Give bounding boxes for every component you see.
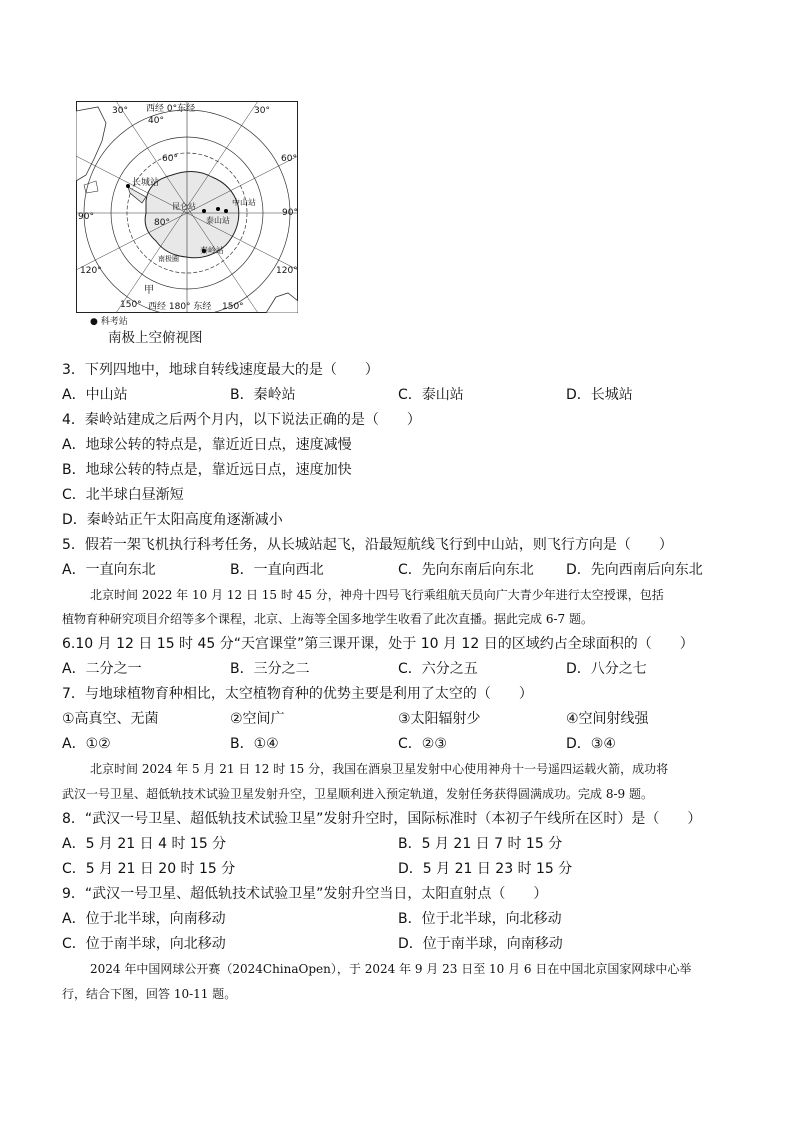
q5-option-b: B．一直向西北 bbox=[230, 562, 324, 578]
map-caption: 南极上空俯视图 bbox=[108, 330, 203, 346]
label-30-tl: 30° bbox=[112, 106, 128, 116]
q8-option-b: B．5 月 21 日 7 时 15 分 bbox=[398, 836, 563, 852]
label-bottom: 西经 180° 东经 bbox=[148, 302, 212, 312]
q7-option-b: B．①④ bbox=[230, 736, 279, 752]
q9-option-a: A．位于北半球，向南移动 bbox=[62, 911, 226, 927]
label-150-l: 150° bbox=[120, 300, 142, 310]
q6-option-d: D．八分之七 bbox=[566, 661, 647, 677]
label-changcheng: 长城站 bbox=[132, 178, 160, 188]
label-jia: 甲 bbox=[144, 285, 154, 296]
q9-stem: 9．“武汉一号卫星、超低轨技术试验卫星”发射升空当日，太阳直射点（ ） bbox=[62, 886, 548, 902]
label-90-r: 90° bbox=[282, 208, 298, 218]
q3-stem: 3．下列四地中，地球自转线速度最大的是（ ） bbox=[62, 362, 379, 378]
q8-option-a: A．5 月 21 日 4 时 15 分 bbox=[62, 836, 227, 852]
map-legend: ● 科考站 bbox=[90, 317, 128, 327]
q4-option-b: B．地球公转的特点是，靠近远日点，速度加快 bbox=[62, 462, 352, 478]
q4-stem: 4．秦岭站建成之后两个月内，以下说法正确的是（ ） bbox=[62, 412, 421, 428]
q7-item-4: ④空间射线强 bbox=[566, 711, 649, 727]
passage2-line2: 武汉一号卫星、超低轨技术试验卫星发射升空，卫星顺利进入预定轨道，发射任务获得圆满成功。完成 8-9 题。 bbox=[62, 787, 653, 801]
label-west-east-0: 西经 0°东经 bbox=[146, 104, 196, 114]
q6-option-a: A．二分之一 bbox=[62, 661, 142, 677]
label-150-r: 150° bbox=[222, 302, 244, 312]
q7-option-c: C．②③ bbox=[398, 736, 447, 752]
label-kunlun: 昆仑站 bbox=[172, 202, 196, 211]
q3-option-b: B．秦岭站 bbox=[230, 387, 296, 403]
q7-option-a: A．①② bbox=[62, 736, 111, 752]
label-120-l: 120° bbox=[80, 266, 102, 276]
passage3-line1: 2024 年中国网球公开赛（2024ChinaOpen），于 2024 年 9 月 23 日至 10 月 6 日在中国北京国家网球中心举 bbox=[90, 962, 692, 976]
q7-stem: 7．与地球植物育种相比，太空植物育种的优势主要是利用了太空的（ ） bbox=[62, 686, 533, 702]
label-40: 40° bbox=[148, 116, 164, 126]
label-taishan: 泰山站 bbox=[206, 216, 230, 225]
q9-option-c: C．位于南半球，向北移动 bbox=[62, 936, 226, 952]
passage1-line2: 植物育种研究项目介绍等多个课程，北京、上海等全国多地学生收看了此次直播。据此完成 6-7 题。 bbox=[62, 612, 593, 626]
label-80: 80° bbox=[154, 218, 170, 228]
label-120-r: 120° bbox=[276, 266, 298, 276]
q5-option-c: C．先向东南后向东北 bbox=[398, 562, 534, 578]
q7-item-1: ①高真空、无菌 bbox=[62, 711, 159, 727]
q3-option-a: A．中山站 bbox=[62, 387, 128, 403]
label-nanjiquan: 南极圈 bbox=[158, 255, 179, 263]
q7-item-3: ③太阳辐射少 bbox=[398, 711, 481, 727]
q9-option-d: D．位于南半球，向南移动 bbox=[398, 936, 563, 952]
q9-option-b: B．位于北半球，向北移动 bbox=[398, 911, 562, 927]
q8-stem: 8．“武汉一号卫星、超低轨技术试验卫星”发射升空时，国际标准时（本初子午线所在区时）是（ ） bbox=[62, 811, 702, 827]
label-60-l: 60° bbox=[162, 154, 178, 164]
q7-item-2: ②空间广 bbox=[230, 711, 285, 727]
label-30-tr: 30° bbox=[254, 106, 270, 116]
q6-option-c: C．六分之五 bbox=[398, 661, 478, 677]
passage2-line1: 北京时间 2024 年 5 月 21 日 12 时 15 分，我国在酒泉卫星发射中心使用神舟十一号遥四运载火箭，成功将 bbox=[90, 762, 669, 776]
label-qinling: 秦岭站 bbox=[200, 246, 224, 255]
q4-option-c: C．北半球白昼渐短 bbox=[62, 487, 184, 503]
passage1-line1: 北京时间 2022 年 10 月 12 日 15 时 45 分，神舟十四号飞行乘组航天员向广大青少年进行太空授课，包括 bbox=[90, 588, 664, 602]
q3-option-d: D．长城站 bbox=[566, 387, 633, 403]
q6-option-b: B．三分之二 bbox=[230, 661, 310, 677]
legend-text: 科考站 bbox=[100, 317, 128, 327]
q5-stem: 5．假若一架飞机执行科考任务，从长城站起飞，沿最短航线飞行到中山站，则飞行方向是（ ） bbox=[62, 537, 673, 553]
q3-option-c: C．泰山站 bbox=[398, 387, 464, 403]
q4-option-d: D．秦岭站正午太阳高度角逐渐减小 bbox=[62, 512, 283, 528]
q4-option-a: A．地球公转的特点是，靠近近日点，速度减慢 bbox=[62, 437, 352, 453]
q8-option-c: C．5 月 21 日 20 时 15 分 bbox=[62, 861, 236, 877]
q5-option-d: D．先向西南后向东北 bbox=[566, 562, 703, 578]
q5-option-a: A．一直向东北 bbox=[62, 562, 156, 578]
antarctic-polar-map bbox=[76, 101, 298, 313]
q8-option-d: D．5 月 21 日 23 时 15 分 bbox=[398, 861, 573, 877]
label-zhongshan: 中山站 bbox=[232, 198, 256, 207]
passage3-line2: 行，结合下图，回答 10-11 题。 bbox=[62, 987, 237, 1001]
q6-stem: 6.10 月 12 日 15 时 45 分“天宫课堂”第三课开课，处于 10 月 12 日的区域约占全球面积的（ ） bbox=[62, 636, 694, 652]
q7-option-d: D．③④ bbox=[566, 736, 616, 752]
label-90-l: 90° bbox=[78, 212, 94, 222]
label-60-r: 60° bbox=[281, 154, 297, 164]
